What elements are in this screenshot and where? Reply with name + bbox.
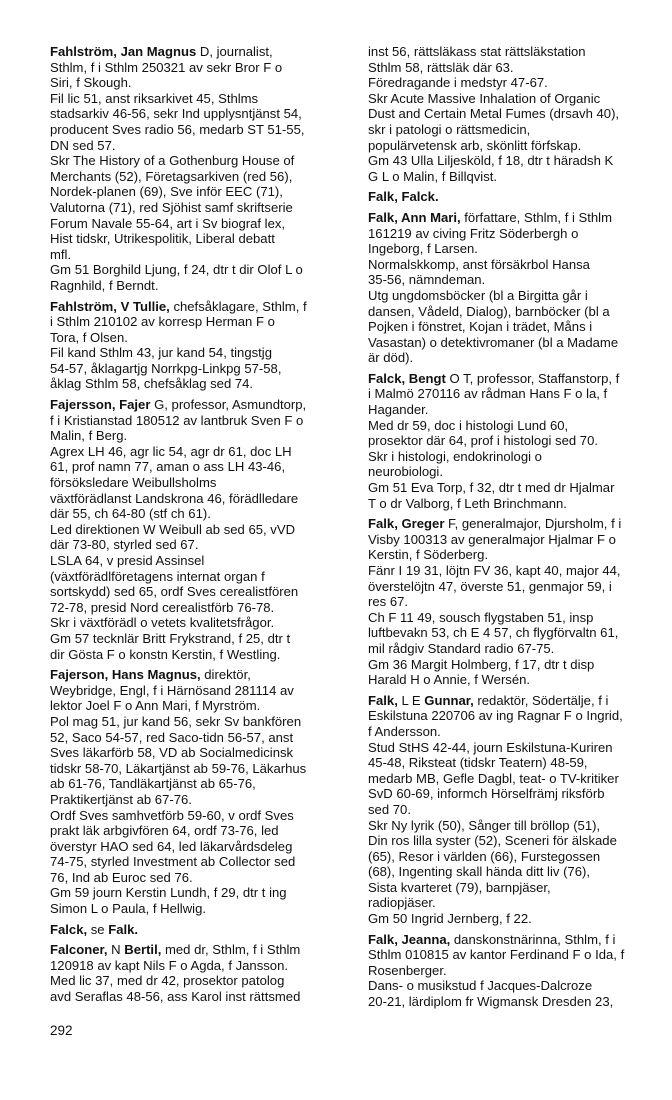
entry-text: producent Sves radio 56, medarb ST 51-55, <box>50 121 305 137</box>
entry-text: direktör, <box>200 667 251 683</box>
entry-text: inst 56, rättsläkass stat rättsläkstation <box>368 44 586 59</box>
entry-line <box>368 335 660 351</box>
entry-line <box>368 189 660 205</box>
entry-text: Din ros lilla syster (52), Sceneri för älskade <box>368 833 617 849</box>
entry-line <box>368 849 660 865</box>
entry-text: Fänr I 19 31, löjtn FV 36, kapt 40, major 44, <box>368 563 621 578</box>
entry-text: populärvetensk arb, skönlitt förfskap. <box>368 137 582 153</box>
entry-line <box>368 994 660 1010</box>
entry-line <box>368 106 660 122</box>
entry-line <box>50 584 342 600</box>
entry-name: Falk, Ann Mari, <box>368 209 461 225</box>
entry-name: Bertil, <box>124 942 162 958</box>
entry-line <box>50 361 342 377</box>
entry-line <box>50 231 342 247</box>
entry-line <box>50 200 342 216</box>
entry-line <box>368 947 660 963</box>
entry-line <box>50 153 342 169</box>
entry-text: G, professor, Asmundtorp, <box>150 397 307 413</box>
entry-text: Gm 57 tecknlär Britt Frykstrand, f 25, dtr t <box>50 630 291 646</box>
entry-text: Skr Ny lyrik (50), Sånger till bröllop (51), <box>368 817 601 833</box>
page-number: 292 <box>50 1023 73 1038</box>
entry-line <box>368 594 660 610</box>
entry-line <box>50 506 342 522</box>
entry-text: avd Seraflas 48-56, ass Karol inst rättsmed <box>50 989 301 1005</box>
entry-line <box>368 786 660 802</box>
entry-name: Gunnar, <box>424 692 474 708</box>
entry-line <box>368 304 660 320</box>
entry-line <box>368 153 660 169</box>
entry-line <box>50 854 342 870</box>
entry-line <box>50 522 342 538</box>
entry-line <box>50 278 342 294</box>
entry-line <box>50 106 342 122</box>
entry-line <box>50 667 342 683</box>
entry-line <box>368 210 660 226</box>
entry-line <box>50 345 342 361</box>
left-column <box>50 44 342 1010</box>
entry-name: Fahlström, V Tullie, <box>50 298 170 314</box>
entry-line <box>50 600 342 616</box>
entry-line <box>50 823 342 839</box>
entry-line <box>368 740 660 756</box>
entry-text: Eskilstuna 220706 av ing Ragnar F o Ingrid, <box>368 708 623 724</box>
entry-line <box>368 532 660 548</box>
entry-text: dansen, Vådeld, Dialog), barnböcker (bl a <box>368 303 610 319</box>
entry-line <box>50 314 342 330</box>
entry-text: Sthlm 010815 av kantor Ferdinand F o Ida, f <box>368 947 625 963</box>
biography-entry <box>50 942 342 1004</box>
entry-text: Visby 100313 av generalmajor Hjalmar F o <box>368 531 616 547</box>
entry-text: Hagander. <box>368 402 429 418</box>
entry-name: Fahlström, Jan Magnus <box>50 44 197 59</box>
entry-line <box>368 911 660 927</box>
entry-text: i Sthlm 210102 av korresp Herman F o <box>50 314 275 330</box>
entry-line <box>50 44 342 60</box>
entry-text: LSLA 64, v presid Assinsel <box>50 553 205 568</box>
entry-line <box>368 708 660 724</box>
entry-text: Med lic 37, med dr 42, prosektor patolog <box>50 973 285 989</box>
entry-line <box>368 169 660 185</box>
entry-line <box>368 75 660 91</box>
entry-line <box>368 138 660 154</box>
entry-text: res 67. <box>368 594 409 610</box>
entry-line <box>368 449 660 465</box>
biography-entry <box>368 371 660 511</box>
entry-text: Dans- o musikstud f Jacques-Dalcroze <box>368 978 593 994</box>
entry-text: Pojken i fönstret, Kojan i trädet, Måns i <box>368 319 593 335</box>
entry-line <box>368 257 660 273</box>
entry-text: prosektor där 64, prof i histologi sed 70. <box>368 433 598 449</box>
entry-text: 120918 av kapt Nils F o Agda, f Jansson. <box>50 957 289 973</box>
biography-entry <box>368 189 660 205</box>
entry-text: O T, professor, Staffanstorp, f <box>445 370 620 386</box>
entry-line <box>50 75 342 91</box>
entry-text: prakt läk arbgivfören 64, ordf 73-76, led <box>50 823 279 839</box>
entry-text: G L o Malin, f Billqvist. <box>368 168 498 184</box>
entry-text: Forum Navale 55-64, art i Sv biograf lex, <box>50 215 286 231</box>
entry-text: överstyr HAO sed 64, led läkarvårdsdeleg <box>50 838 293 854</box>
entry-text: Utg ungdomsböcker (bl a Birgitta går i <box>368 287 588 303</box>
entry-line <box>50 138 342 154</box>
entry-name: Falk, Jeanna, <box>368 931 451 947</box>
entry-text: redaktör, Södertälje, f i <box>473 692 609 708</box>
entry-text: Stud StHS 42-44, journ Eskilstuna-Kuriren <box>368 739 613 755</box>
entry-text: Pol mag 51, jur kand 56, sekr Sv bankfören <box>50 713 302 729</box>
entry-text: danskonstnärinna, Sthlm, f i <box>450 931 616 947</box>
entry-line <box>368 288 660 304</box>
entry-text: chefsåklagare, Sthlm, f <box>169 298 307 314</box>
entry-text: Led direktionen W Weibull ab sed 65, vVD <box>50 521 296 537</box>
biography-entry <box>368 210 660 366</box>
right-column <box>368 44 660 1015</box>
entry-line <box>368 864 660 880</box>
entry-line <box>50 184 342 200</box>
entry-text: Ordf Sves samhvetförb 59-60, v ordf Sves <box>50 807 294 823</box>
entry-line <box>50 299 342 315</box>
entry-text: f Andersson. <box>368 723 441 739</box>
entry-line <box>50 262 342 278</box>
entry-line <box>50 428 342 444</box>
biography-entry <box>368 693 660 927</box>
entry-text: försöksledare Weibullsholms <box>50 475 217 491</box>
entry-line <box>50 792 342 808</box>
entry-line <box>50 247 342 263</box>
biography-entry <box>368 932 660 1010</box>
entry-text: ab 61-76, Tandläkartjänst ab 65-76, <box>50 776 256 792</box>
entry-text: 35-56, nämndeman. <box>368 272 486 288</box>
entry-line <box>368 350 660 366</box>
entry-line <box>368 657 660 673</box>
entry-text: är död). <box>368 350 414 366</box>
entry-line <box>50 615 342 631</box>
entry-text: medarb MB, Gefle Dagbl, teat- o TV-kritiker <box>368 770 619 786</box>
entry-text: (68), Ingenting skall hända ditt liv (76), <box>368 864 590 880</box>
entry-text: neurobiologi. <box>368 464 443 480</box>
entry-text: Med dr 59, doc i histologi Lund 60, <box>368 417 569 433</box>
entry-line <box>368 516 660 532</box>
entry-text: Sves läkarförb 58, VD ab Socialmedicinsk <box>50 745 294 761</box>
entry-text: D, journalist, <box>196 44 273 59</box>
entry-text: Sthlm 58, rättsläk där 63. <box>368 59 514 75</box>
entry-name: Falk, Greger <box>368 516 445 532</box>
entry-text: Ragnhild, f Berndt. <box>50 277 159 293</box>
entry-text: med dr, Sthlm, f i Sthlm <box>161 942 301 958</box>
entry-text: Siri, f Skough. <box>50 75 132 91</box>
entry-line <box>50 397 342 413</box>
entry-text: dir Gösta F o konstn Kerstin, f Westling. <box>50 646 281 662</box>
entry-text: Skr i histologi, endokrinologi o <box>368 448 542 464</box>
entry-line <box>50 942 342 958</box>
entry-line <box>368 610 660 626</box>
entry-text: (65), Resor i världen (66), Furstegossen <box>368 848 601 864</box>
entry-line <box>368 693 660 709</box>
entry-text: Normalskkomp, anst försäkrbol Hansa <box>368 256 590 272</box>
entry-line <box>368 563 660 579</box>
entry-line <box>368 818 660 834</box>
entry-line <box>368 672 660 688</box>
entry-text: SvD 60-69, informch Hörselfrämj riksförb <box>368 786 605 802</box>
entry-line <box>368 60 660 76</box>
entry-line <box>50 989 342 1005</box>
entry-line <box>368 241 660 257</box>
entry-line <box>50 330 342 346</box>
entry-line <box>50 475 342 491</box>
entry-line <box>368 402 660 418</box>
entry-text: 161219 av civing Fritz Söderbergh o <box>368 225 579 241</box>
biography-entry <box>50 299 342 393</box>
entry-text: Ingeborg, f Larsen. <box>368 241 478 257</box>
biography-entry <box>368 516 660 688</box>
entry-line <box>368 724 660 740</box>
entry-text: T o dr Valborg, f Leth Brinchmann. <box>368 495 567 511</box>
entry-text: Gm 50 Ingrid Jernberg, f 22. <box>368 911 532 927</box>
entry-text: Valutorna (71), red Sjöhist samf skriftserie <box>50 199 293 215</box>
biography-entry <box>368 44 660 184</box>
entry-line <box>368 433 660 449</box>
entry-text: Gm 43 Ulla Liljesköld, f 18, dtr t häradsh K <box>368 153 614 169</box>
entry-name: Falk, <box>368 692 398 708</box>
entry-name: Falck, Bengt <box>368 370 446 386</box>
entry-text: författare, Sthlm, f i Sthlm <box>460 209 612 225</box>
entry-line <box>368 319 660 335</box>
entry-text: mfl. <box>50 246 72 262</box>
entry-text: Sthlm, f i Sthlm 250321 av sekr Bror F o <box>50 59 283 75</box>
entry-line <box>50 839 342 855</box>
entry-text: Dust and Certain Metal Fumes (drsavh 40), <box>368 106 620 122</box>
entry-text: Tora, f Olsen. <box>50 329 128 345</box>
entry-line <box>368 226 660 242</box>
entry-line <box>368 386 660 402</box>
entry-text: Gm 59 journ Kerstin Lundh, f 29, dtr t ing <box>50 885 287 901</box>
entry-line <box>368 641 660 657</box>
entry-line <box>50 922 342 938</box>
entry-text: skr i patologi o rättsmedicin, <box>368 121 531 137</box>
entry-text: F, generalmajor, Djursholm, f i <box>444 516 622 532</box>
entry-text: Hist tidskr, Utrikespolitik, Liberal debatt <box>50 231 275 247</box>
entry-line <box>50 376 342 392</box>
entry-line <box>368 895 660 911</box>
entry-line <box>50 216 342 232</box>
entry-text: 45-48, Riksteat (tidskr Teatern) 48-59, <box>368 755 588 771</box>
entry-line <box>50 973 342 989</box>
entry-line <box>368 496 660 512</box>
entry-text: 52, Saco 54-57, red Saco-tidn 56-57, anst <box>50 729 294 745</box>
entry-line <box>50 537 342 553</box>
biography-entry <box>50 667 342 917</box>
entry-text: Weybridge, Engl, f i Härnösand 281114 av <box>50 682 294 698</box>
entry-line <box>50 569 342 585</box>
entry-text: Malin, f Berg. <box>50 428 128 444</box>
entry-line <box>368 272 660 288</box>
entry-line <box>368 464 660 480</box>
entry-text: 72-78, presid Nord cerealistförb 76-78. <box>50 599 275 615</box>
entry-text: Harald H o Annie, f Wersén. <box>368 672 531 688</box>
entry-line <box>50 169 342 185</box>
entry-line <box>50 761 342 777</box>
entry-line <box>368 802 660 818</box>
entry-line <box>50 714 342 730</box>
entry-text: se <box>87 921 109 937</box>
entry-line <box>368 579 660 595</box>
entry-line <box>50 491 342 507</box>
entry-line <box>368 547 660 563</box>
entry-name: Falck, <box>50 921 88 937</box>
entry-text: Fil lic 51, anst riksarkivet 45, Sthlms <box>50 90 259 106</box>
entry-text: Gm 51 Borghild Ljung, f 24, dtr t dir Olof L o <box>50 262 303 278</box>
entry-line <box>50 730 342 746</box>
entry-name: Falk. <box>108 921 139 937</box>
entry-text: sortskydd) sed 65, ordf Sves cerealistfören <box>50 584 299 600</box>
entry-line <box>50 958 342 974</box>
entry-name: Falk, Falck. <box>368 189 439 205</box>
entry-text: Sista kvarteret (79), barnpjäser, <box>368 879 551 895</box>
entry-line <box>50 683 342 699</box>
entry-line <box>368 755 660 771</box>
entry-text: växtförädlanst Landskrona 46, förädlledare <box>50 490 299 506</box>
entry-name: Fajersson, Fajer <box>50 397 151 413</box>
entry-text: Fil kand Sthlm 43, jur kand 54, tingstjg <box>50 345 272 361</box>
entry-name: Fajerson, Hans Magnus, <box>50 667 201 683</box>
entry-line <box>368 625 660 641</box>
entry-text: Rosenberger. <box>368 962 447 978</box>
entry-line <box>368 932 660 948</box>
entry-line <box>368 91 660 107</box>
entry-text: N <box>107 942 125 958</box>
entry-text: lektor Joel F o Ann Mari, f Myrström. <box>50 698 261 714</box>
entry-text: Vasastan) o detektivromaner (bl a Madame <box>368 334 619 350</box>
entry-text: 76, Ind ab Euroc sed 76. <box>50 869 193 885</box>
entry-line <box>50 776 342 792</box>
entry-line <box>50 870 342 886</box>
entry-text: Föredragande i medstyr 47-67. <box>368 75 548 91</box>
entry-line <box>50 413 342 429</box>
entry-line <box>368 44 660 60</box>
entry-text: överstelöjtn 47, överste 51, genmajor 59, i <box>368 578 612 594</box>
biography-entry <box>50 922 342 938</box>
entry-name: Falconer, <box>50 942 108 958</box>
entry-text: åklag Sthlm 58, chefsåklag sed 74. <box>50 376 254 392</box>
entry-line <box>50 901 342 917</box>
entry-text: Agrex LH 46, agr lic 54, agr dr 61, doc LH <box>50 443 292 459</box>
entry-text: luftbevakn 53, ch E 4 57, ch flygförvaltn 61, <box>368 625 619 641</box>
entry-line <box>368 480 660 496</box>
entry-line <box>50 60 342 76</box>
entry-line <box>50 459 342 475</box>
entry-line <box>50 444 342 460</box>
entry-text: Merchants (52), Företagsarkiven (red 56), <box>50 168 293 184</box>
entry-text: Praktikertjänst ab 67-76. <box>50 791 192 807</box>
entry-text: i Malmö 270116 av rådman Hans F o la, f <box>368 386 608 402</box>
entry-text: f i Kristianstad 180512 av lantbruk Sven F o <box>50 412 304 428</box>
entry-text: Nordek-planen (69), Sve inför EEC (71), <box>50 184 283 200</box>
entry-line <box>368 771 660 787</box>
entry-line <box>368 418 660 434</box>
entry-text: 54-57, åklagartjg Norrkpg-Linkpg 57-58, <box>50 360 282 376</box>
entry-line <box>50 91 342 107</box>
entry-text: 74-75, styrled Investment ab Collector sed <box>50 854 296 870</box>
entry-line <box>50 808 342 824</box>
entry-line <box>50 647 342 663</box>
entry-line <box>368 978 660 994</box>
entry-text: (växtförädlföretagens internat organ f <box>50 568 265 584</box>
entry-line <box>50 553 342 569</box>
entry-text: tidskr 58-70, Läkartjänst ab 59-76, Läkarhus <box>50 760 307 776</box>
entry-text: Skr i växtförädl o vetets kvalitetsfrågor. <box>50 615 275 631</box>
entry-line <box>368 963 660 979</box>
entry-line <box>368 371 660 387</box>
biography-entry <box>50 397 342 662</box>
entry-text: DN sed 57. <box>50 137 116 153</box>
entry-line <box>50 631 342 647</box>
entry-line <box>50 698 342 714</box>
entry-text: sed 70. <box>368 801 411 817</box>
entry-text: Gm 36 Margit Holmberg, f 17, dtr t disp <box>368 656 595 672</box>
entry-text: Kerstin, f Söderberg. <box>368 547 489 563</box>
entry-text: Skr Acute Massive Inhalation of Organic <box>368 90 601 106</box>
entry-text: där 73-80, styrled sed 67. <box>50 537 199 553</box>
entry-text: Simon L o Paula, f Hellwig. <box>50 901 206 917</box>
entry-text: Gm 51 Eva Torp, f 32, dtr t med dr Hjalmar <box>368 480 615 496</box>
entry-text: L E <box>397 692 425 708</box>
entry-line <box>368 122 660 138</box>
entry-text: 61, prof namn 77, aman o ass LH 43-46, <box>50 459 286 475</box>
entry-line <box>368 880 660 896</box>
entry-text: 20-21, lärdiplom fr Wigmansk Dresden 23, <box>368 994 614 1010</box>
entry-text: radiopjäser. <box>368 895 436 911</box>
entry-text: Ch F 11 49, sousch flygstaben 51, insp <box>368 609 594 625</box>
entry-text: stadsarkiv 46-56, sekr Ind upplysntjänst 54, <box>50 106 302 122</box>
entry-line <box>50 122 342 138</box>
entry-text: där 55, ch 64-80 (stf ch 61). <box>50 506 211 522</box>
entry-text: Skr The History of a Gothenburg House of <box>50 153 295 169</box>
biography-entry <box>50 44 342 294</box>
entry-line <box>50 885 342 901</box>
entry-text: mil rådgiv Standard radio 67-75. <box>368 640 555 656</box>
entry-line <box>368 833 660 849</box>
entry-line <box>50 745 342 761</box>
